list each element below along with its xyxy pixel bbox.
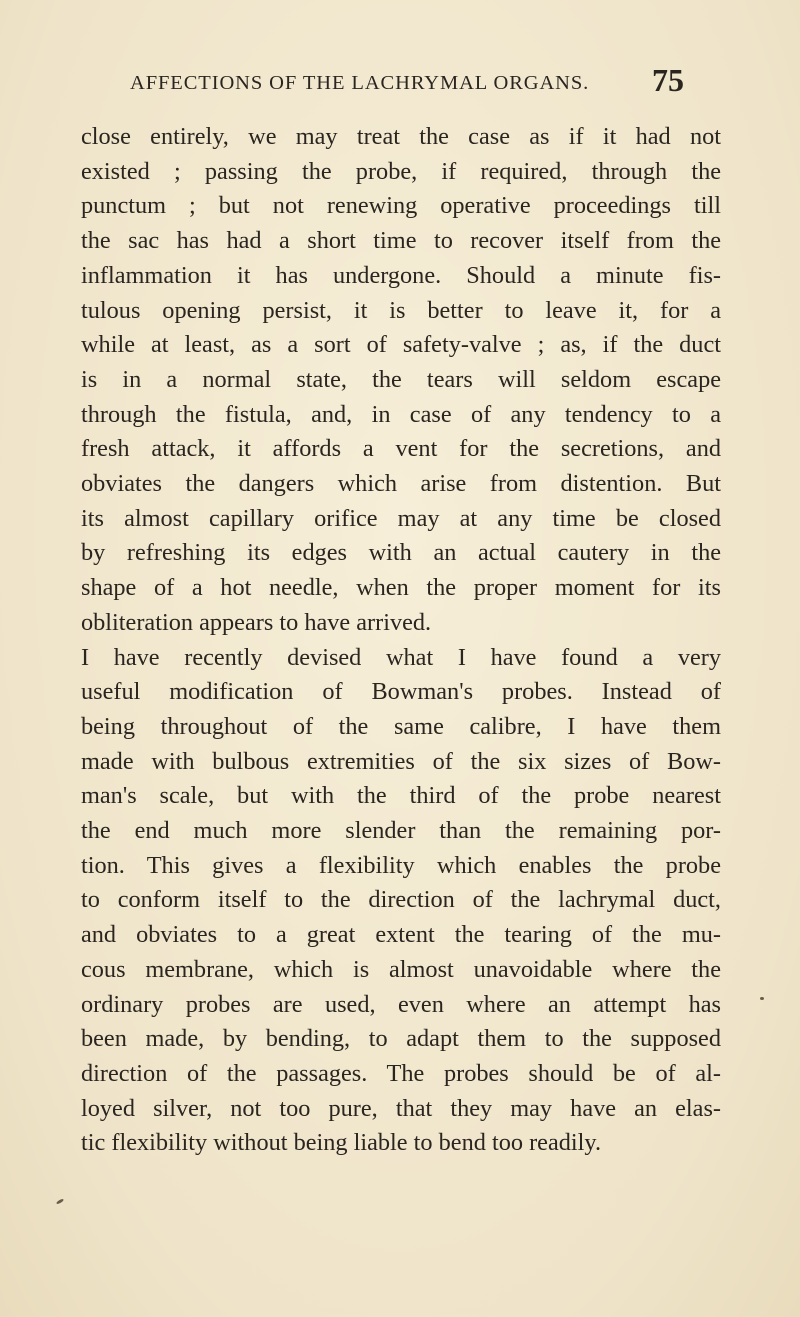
text-line: the end much more slender than the remaining por-: [81, 817, 721, 845]
text-line: inflammation it has undergone. Should a minute fis-: [81, 261, 721, 289]
ink-speck: [760, 997, 764, 1000]
text-line: punctum ; but not renewing operative proceedings till: [81, 192, 721, 220]
text-line: existed ; passing the probe, if required, through the: [81, 157, 721, 185]
text-line: to conform itself to the direction of the lachrymal duct,: [81, 886, 721, 914]
text-line: been made, by bending, to adapt them to the supposed: [81, 1025, 721, 1053]
text-line: and obviates to a great extent the tearing of the mu-: [81, 921, 721, 949]
text-line: is in a normal state, the tears will seldom escape: [81, 365, 721, 393]
text-line: while at least, as a sort of safety-valve ; as, if the duct: [81, 331, 721, 359]
text-line: the sac has had a short time to recover itself from the: [81, 227, 721, 255]
ink-speck: [56, 1198, 64, 1205]
text-line: obliteration appears to have arrived.: [81, 608, 432, 636]
text-line: useful modification of Bowman's probes. Instead of: [81, 678, 721, 706]
text-line: by refreshing its edges with an actual cautery in the: [81, 539, 721, 567]
text-line: close entirely, we may treat the case as if it had not: [81, 123, 721, 150]
text-line: I have recently devised what I have found a very: [81, 643, 721, 671]
text-line: ordinary probes are used, even where an attempt has: [81, 990, 721, 1018]
text-line: being throughout of the same calibre, I have them: [81, 712, 721, 740]
text-line: tic flexibility without being liable to bend too readily.: [81, 1129, 602, 1157]
text-line: tion. This gives a flexibility which enables the probe: [81, 851, 721, 879]
text-line: shape of a hot needle, when the proper moment for its: [81, 574, 721, 602]
text-line: man's scale, but with the third of the probe nearest: [81, 782, 721, 810]
text-line: tulous opening persist, it is better to leave it, for a: [81, 296, 721, 324]
page-header: [130, 62, 690, 104]
body-text: [81, 120, 721, 1161]
text-line: loyed silver, not too pure, that they may have an elas-: [81, 1094, 721, 1122]
text-line: direction of the passages. The probes should be of al-: [81, 1059, 721, 1087]
page-number: 75: [652, 62, 684, 98]
text-line: obviates the dangers which arise from distention. But: [81, 470, 721, 498]
text-line: its almost capillary orifice may at any time be closed: [81, 504, 721, 532]
text-line: through the fistula, and, in case of any tendency to a: [81, 400, 721, 428]
text-line: cous membrane, which is almost unavoidable where the: [81, 955, 721, 983]
running-head: AFFECTIONS OF THE LACHRYMAL ORGANS.: [130, 72, 590, 94]
text-line: fresh attack, it affords a vent for the secretions, and: [81, 435, 721, 463]
text-line: made with bulbous extremities of the six sizes of Bow-: [81, 747, 721, 775]
